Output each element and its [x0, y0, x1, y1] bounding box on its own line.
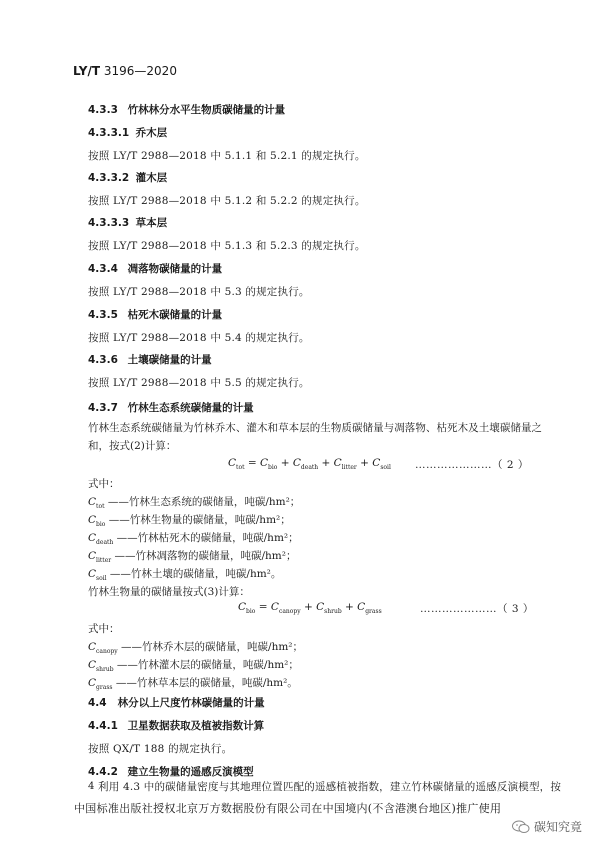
section-text-4-3-6: 按照 LY/T 2988—2018 中 5.5 的规定执行。	[88, 377, 310, 389]
section-text-4-4-1: 按照 QX/T 188 的规定执行。	[88, 743, 233, 755]
footer-notice: 中国标准出版社授权北京万方数据股份有限公司在中国境内(不含港澳台地区)推广使用	[74, 802, 502, 815]
section-heading-4-3-4: 4.3.4 凋落物碳储量的计量	[88, 263, 223, 275]
equation-2: $C_{tot} = C_{bio} + C_{death} + C_{litter} + C_{soil}$	[228, 457, 391, 472]
definition-c-death: $C_{death}$ ——竹林枯死木的碳储量，吨碳/hm²；	[88, 532, 299, 547]
definition-c-tot: $C_{tot}$ ——竹林生态系统的碳储量，吨碳/hm²；	[88, 496, 301, 511]
section-text-4-3-3-3: 按照 LY/T 2988—2018 中 5.1.3 和 5.2.3 的规定执行。	[88, 240, 366, 252]
section-heading-4-3-3: 4.3.3 竹林林分水平生物质碳储量的计量	[88, 104, 286, 116]
definition-c-soil: $C_{soil}$ ——竹林土壤的碳储量，吨碳/hm²。	[88, 568, 282, 583]
section-text-4-3-3-2: 按照 LY/T 2988—2018 中 5.1.2 和 5.2.2 的规定执行。	[88, 195, 366, 207]
equation-3-number: …………………（ 3 ）	[420, 603, 534, 615]
document-header: LY/T 3196—2020	[73, 64, 177, 78]
watermark-text: 碳知究竟	[533, 820, 582, 834]
section-heading-4-3-3-3: 4.3.3.3 草本层	[88, 217, 168, 229]
wechat-icon	[512, 820, 530, 834]
section-text-4-3-3-1: 按照 LY/T 2988—2018 中 5.1.1 和 5.2.1 的规定执行。	[88, 150, 366, 162]
section-text-4-4-2: 利用 4.3 中的碳储量密度与其地理位置匹配的遥感植被指数，建立竹林碳储量的遥感反演模型，按	[98, 781, 562, 793]
where-label: 式中：	[88, 478, 120, 490]
section-heading-4-3-3-1: 4.3.3.1 乔木层	[88, 127, 168, 139]
section-heading-4-4-1: 4.4.1 卫星数据获取及植被指数计算	[88, 720, 265, 732]
section-paragraph-4-3-7: 竹林生态系统碳储量为竹林乔木、灌木和草本层的生物质碳储量与凋落物、枯死木及土壤碳储量之和，按式(2)计算：	[88, 422, 542, 452]
definition-c-litter: $C_{litter}$ ——竹林凋落物的碳储量，吨碳/hm²；	[88, 550, 297, 565]
watermark	[512, 818, 582, 835]
page-number: 4	[88, 781, 95, 792]
section-heading-4-3-6: 4.3.6 土壤碳储量的计量	[88, 354, 212, 366]
section-heading-4-3-5: 4.3.5 枯死木碳储量的计量	[88, 309, 223, 321]
definition-c-bio: $C_{bio}$ ——竹林生物量的碳储量，吨碳/hm²；	[88, 514, 291, 529]
section-text-4-3-5: 按照 LY/T 2988—2018 中 5.4 的规定执行。	[88, 332, 310, 344]
section-heading-4-4: 4.4 林分以上尺度竹林碳储量的计量	[88, 697, 265, 709]
paragraph-eq3-intro: 竹林生物量的碳储量按式(3)计算：	[88, 586, 250, 598]
equation-2-number: …………………（ 2 ）	[415, 459, 529, 471]
section-heading-4-3-3-2: 4.3.3.2 灌木层	[88, 172, 168, 184]
section-text-4-3-4: 按照 LY/T 2988—2018 中 5.3 的规定执行。	[88, 286, 310, 298]
definition-c-grass: $C_{grass}$ ——竹林草本层的碳储量，吨碳/hm²。	[88, 677, 298, 692]
definition-c-shrub: $C_{shrub}$ ——竹林灌木层的碳储量，吨碳/hm²；	[88, 659, 299, 674]
equation-3: $C_{bio} = C_{canopy} + C_{shrub} + C_{grass}$	[238, 601, 382, 616]
section-heading-4-4-2: 4.4.2 建立生物量的遥感反演模型	[88, 766, 254, 778]
section-heading-4-3-7: 4.3.7 竹林生态系统碳储量的计量	[88, 402, 254, 414]
definition-c-canopy: $C_{canopy}$ ——竹林乔木层的碳储量，吨碳/hm²；	[88, 641, 304, 656]
where-label-2: 式中：	[88, 623, 120, 635]
